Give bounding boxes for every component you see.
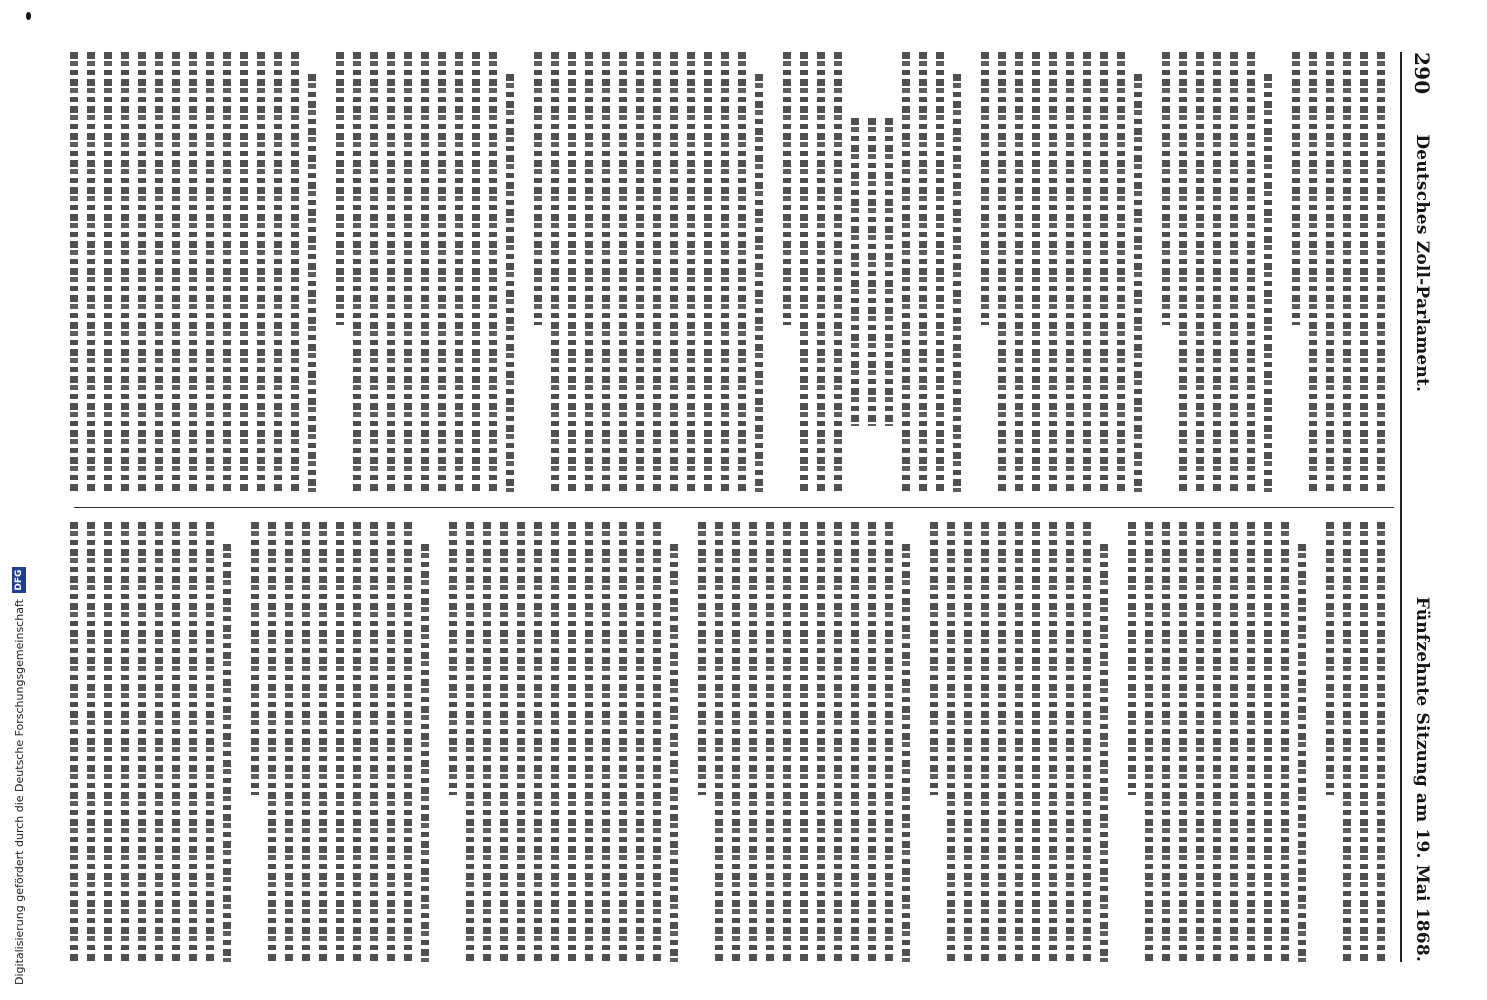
text-line bbox=[206, 52, 214, 492]
text-line bbox=[438, 52, 446, 492]
page-number: 290 bbox=[1410, 52, 1434, 95]
text-line bbox=[104, 52, 112, 492]
text-line bbox=[291, 52, 299, 492]
text-line bbox=[455, 52, 463, 492]
text-line bbox=[336, 52, 344, 325]
text-line bbox=[1247, 522, 1255, 962]
text-line bbox=[1230, 522, 1238, 962]
text-line bbox=[121, 522, 129, 962]
text-line bbox=[421, 544, 429, 962]
text-line bbox=[998, 52, 1006, 492]
text-line bbox=[268, 522, 276, 962]
text-line bbox=[466, 522, 474, 962]
text-line bbox=[404, 52, 412, 492]
text-line bbox=[387, 52, 395, 492]
text-line bbox=[930, 522, 938, 795]
text-line bbox=[421, 52, 429, 492]
text-line bbox=[121, 52, 129, 492]
text-line bbox=[953, 74, 961, 492]
text-line bbox=[189, 522, 197, 962]
text-line bbox=[738, 52, 746, 492]
dfg-logo: DFG bbox=[12, 567, 26, 593]
text-line bbox=[568, 52, 576, 492]
text-line bbox=[1145, 522, 1153, 962]
text-line bbox=[138, 522, 146, 962]
scan-speck bbox=[26, 12, 31, 20]
text-line bbox=[223, 544, 231, 962]
text-line bbox=[1179, 52, 1187, 492]
text-line bbox=[1066, 52, 1074, 492]
text-line bbox=[1032, 522, 1040, 962]
text-line bbox=[483, 522, 491, 962]
text-line bbox=[189, 52, 197, 492]
text-line bbox=[1377, 52, 1385, 492]
text-line bbox=[206, 522, 214, 962]
text-line bbox=[251, 522, 259, 795]
text-line bbox=[885, 522, 893, 962]
text-line bbox=[104, 522, 112, 962]
text-line bbox=[172, 52, 180, 492]
notice-text: Digitalisierung gefördert durch die Deutsche Forschungsgemeinschaft bbox=[12, 599, 26, 985]
text-line bbox=[370, 522, 378, 962]
text-line bbox=[1196, 522, 1204, 962]
text-line bbox=[817, 522, 825, 962]
text-line bbox=[506, 74, 514, 492]
text-line bbox=[766, 522, 774, 962]
text-line bbox=[851, 522, 859, 962]
text-line bbox=[902, 544, 910, 962]
text-line bbox=[534, 522, 542, 962]
text-column-left bbox=[64, 52, 1394, 492]
text-line bbox=[902, 52, 910, 492]
text-line bbox=[704, 52, 712, 492]
text-line bbox=[1162, 52, 1170, 325]
text-line bbox=[670, 544, 678, 962]
text-line bbox=[1134, 74, 1142, 492]
rotated-document bbox=[50, 52, 1440, 962]
text-line bbox=[800, 52, 808, 492]
text-line bbox=[285, 522, 293, 962]
text-line bbox=[1377, 522, 1385, 962]
text-line bbox=[336, 522, 344, 962]
text-line bbox=[1066, 522, 1074, 962]
text-line bbox=[653, 52, 661, 492]
text-line bbox=[1083, 52, 1091, 492]
text-line bbox=[70, 52, 78, 492]
text-line bbox=[1281, 522, 1289, 962]
text-line bbox=[619, 522, 627, 962]
text-line bbox=[1264, 74, 1272, 492]
text-line bbox=[964, 522, 972, 962]
digitization-notice bbox=[12, 567, 26, 985]
text-line bbox=[885, 118, 893, 426]
text-line bbox=[670, 52, 678, 492]
text-line bbox=[1360, 522, 1368, 962]
text-line bbox=[138, 52, 146, 492]
text-line bbox=[1326, 522, 1334, 795]
text-line bbox=[981, 52, 989, 325]
text-line bbox=[1100, 52, 1108, 492]
text-line bbox=[1247, 52, 1255, 492]
text-line bbox=[70, 522, 78, 962]
text-line bbox=[489, 52, 497, 492]
text-line bbox=[817, 52, 825, 492]
text-line bbox=[1292, 52, 1300, 325]
text-line bbox=[602, 52, 610, 492]
text-line bbox=[636, 52, 644, 492]
text-line bbox=[585, 522, 593, 962]
text-line bbox=[947, 522, 955, 962]
text-line bbox=[749, 522, 757, 962]
text-line bbox=[370, 52, 378, 492]
text-line bbox=[534, 52, 542, 325]
text-line bbox=[172, 522, 180, 962]
text-line bbox=[1326, 52, 1334, 492]
text-line bbox=[1015, 522, 1023, 962]
text-line bbox=[834, 52, 842, 492]
text-line bbox=[1032, 52, 1040, 492]
text-line bbox=[1264, 522, 1272, 962]
text-line bbox=[619, 52, 627, 492]
text-line bbox=[1179, 522, 1187, 962]
text-line bbox=[585, 52, 593, 492]
text-line bbox=[1230, 52, 1238, 492]
text-line bbox=[387, 522, 395, 962]
text-line bbox=[223, 52, 231, 492]
text-line bbox=[353, 522, 361, 962]
text-line bbox=[602, 522, 610, 962]
text-line bbox=[936, 52, 944, 492]
text-line bbox=[404, 522, 412, 962]
text-line bbox=[851, 118, 859, 426]
text-line bbox=[687, 52, 695, 492]
text-column-right bbox=[64, 522, 1394, 962]
text-line bbox=[155, 522, 163, 962]
text-line bbox=[551, 522, 559, 962]
text-line bbox=[1343, 52, 1351, 492]
text-line bbox=[353, 52, 361, 492]
text-line bbox=[1162, 522, 1170, 962]
text-line bbox=[868, 118, 876, 426]
text-line bbox=[1213, 522, 1221, 962]
text-line bbox=[755, 74, 763, 492]
text-line bbox=[449, 522, 457, 795]
text-line bbox=[1196, 52, 1204, 492]
text-line bbox=[155, 52, 163, 492]
text-line bbox=[1100, 544, 1108, 962]
text-line bbox=[1083, 522, 1091, 962]
text-line bbox=[257, 52, 265, 492]
text-line bbox=[698, 522, 706, 795]
text-line bbox=[568, 522, 576, 962]
text-line bbox=[1015, 52, 1023, 492]
text-line bbox=[732, 522, 740, 962]
text-line bbox=[783, 522, 791, 962]
text-line bbox=[1049, 52, 1057, 492]
text-line bbox=[87, 522, 95, 962]
column-divider bbox=[74, 507, 1394, 508]
running-header bbox=[1404, 52, 1440, 962]
text-line bbox=[715, 522, 723, 962]
text-line bbox=[551, 52, 559, 492]
text-line bbox=[302, 522, 310, 962]
text-line bbox=[87, 52, 95, 492]
text-line bbox=[998, 522, 1006, 962]
session-title: Fünfzehnte Sitzung am 19. Mai 1868. bbox=[1412, 596, 1432, 962]
text-line bbox=[800, 522, 808, 962]
text-line bbox=[319, 522, 327, 962]
text-line bbox=[1309, 52, 1317, 492]
text-line bbox=[1117, 52, 1125, 492]
text-line bbox=[500, 522, 508, 962]
text-line bbox=[1213, 52, 1221, 492]
text-line bbox=[1343, 522, 1351, 962]
text-line bbox=[981, 522, 989, 962]
text-line bbox=[1360, 52, 1368, 492]
text-line bbox=[653, 522, 661, 962]
text-line bbox=[721, 52, 729, 492]
text-line bbox=[1128, 522, 1136, 795]
text-line bbox=[517, 522, 525, 962]
text-line bbox=[868, 522, 876, 962]
text-line bbox=[1298, 544, 1306, 962]
header-rule bbox=[1400, 52, 1402, 962]
text-line bbox=[834, 522, 842, 962]
text-line bbox=[919, 52, 927, 492]
text-line bbox=[783, 52, 791, 325]
text-line bbox=[472, 52, 480, 492]
journal-title: Deutsches Zoll-Parlament. bbox=[1412, 134, 1432, 393]
text-line bbox=[1049, 522, 1057, 962]
text-line bbox=[274, 52, 282, 492]
text-line bbox=[308, 74, 316, 492]
text-line bbox=[240, 52, 248, 492]
text-line bbox=[636, 522, 644, 962]
